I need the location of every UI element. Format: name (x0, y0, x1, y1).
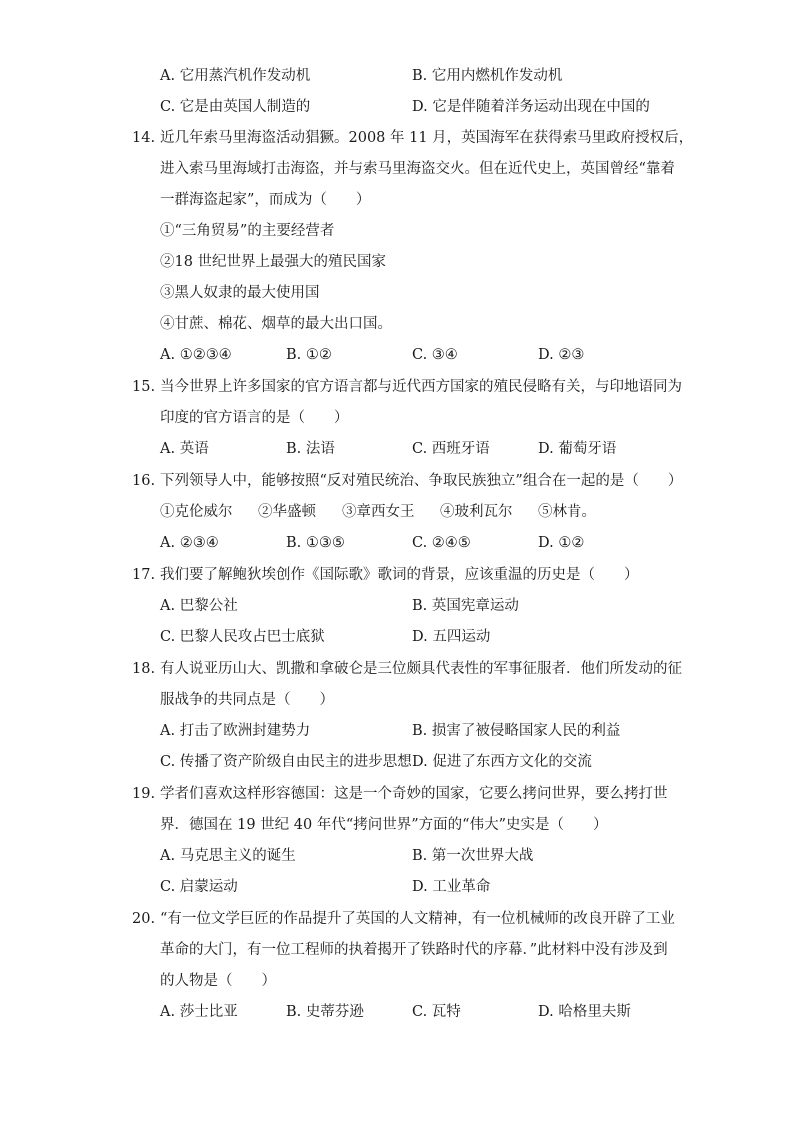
option-b: B. 史蒂芬逊 (286, 1004, 364, 1020)
option-a: A. 它用蒸汽机作发动机 (160, 68, 311, 84)
option-d: D. 葡萄牙语 (538, 441, 617, 457)
question-number: 17. (132, 567, 156, 583)
option-c: C. ③④ (412, 347, 458, 363)
option-c: C. ②④⑤ (412, 535, 471, 551)
option-c: C. 传播了资产阶级自由民主的进步思想 (160, 754, 412, 770)
question-number: 14. (132, 130, 156, 146)
question-stem-line: “有一位文学巨匠的作品提升了英国的人文精神，有一位机械师的改良开辟了工业 (160, 911, 675, 927)
option-c: C. 瓦特 (412, 1004, 461, 1020)
option-b: B. 法语 (286, 441, 335, 457)
option-b: B. 损害了被侵略国家人民的利益 (412, 723, 621, 739)
option-b: B. 它用内燃机作发动机 (412, 68, 563, 84)
question-stem-line: 近几年索马里海盗活动猖獗。2008 年 11 月，英国海军在获得索马里政府授权后， (160, 130, 694, 146)
option-b: B. ①③⑤ (286, 535, 345, 551)
question-number: 18. (132, 661, 156, 677)
question-stem-line: 进入索马里海域打击海盗，并与索马里海盗交火。但在近代史上，英国曾经“靠着 (160, 161, 675, 177)
option-a: A. 巴黎公社 (160, 598, 238, 614)
option-d: D. 五四运动 (412, 629, 491, 645)
statement-item: ③黑人奴隶的最大使用国 (160, 285, 320, 301)
option-c: C. 巴黎人民攻占巴士底狱 (160, 629, 325, 645)
option-a: A. 莎士比亚 (160, 1004, 238, 1020)
option-b: B. 英国宪章运动 (412, 598, 519, 614)
question-stem-line: 一群海盗起家”，而成为（ ） (160, 192, 371, 208)
question-number: 16. (132, 473, 156, 489)
question-stem-line: 学者们喜欢这样形容德国：这是一个奇妙的国家，它要么拷问世界，要么拷打世 (160, 786, 668, 802)
question-number: 19. (132, 786, 156, 802)
option-a: A. 英语 (160, 441, 209, 457)
statement-item: ①“三角贸易”的主要经营者 (160, 223, 335, 239)
statement-item: ②18 世纪世界上最强大的殖民国家 (160, 254, 387, 270)
question-stem-line: 当今世界上许多国家的官方语言都与近代西方国家的殖民侵略有关，与印地语同为 (160, 379, 682, 395)
statement-item: ⑤林肯。 (538, 504, 596, 520)
question-stem-line: 有人说亚历山大、凯撒和拿破仑是三位颇具代表性的军事征服者．他们所发动的征 (160, 661, 682, 677)
option-d: D. ①② (538, 535, 585, 551)
option-c: C. 启蒙运动 (160, 879, 238, 895)
statement-item: ③章西女王 (342, 504, 415, 520)
option-a: A. 马克思主义的诞生 (160, 848, 296, 864)
option-b: B. 第一次世界大战 (412, 848, 534, 864)
question-number: 15. (132, 379, 156, 395)
question-stem-line: 服战争的共同点是（ ） (160, 692, 334, 708)
statement-item: ④玻利瓦尔 (440, 504, 513, 520)
option-c: C. 它是由英国人制造的 (160, 99, 311, 115)
option-c: C. 西班牙语 (412, 441, 490, 457)
option-d: D. ②③ (538, 347, 585, 363)
option-a: A. 打击了欧洲封建势力 (160, 723, 311, 739)
question-stem-line: 革命的大门，有一位工程师的执着揭开了铁路时代的序幕．”此材料中没有涉及到 (160, 942, 668, 958)
option-d: D. 促进了东西方文化的交流 (412, 754, 592, 770)
option-d: D. 工业革命 (412, 879, 491, 895)
option-d: D. 它是伴随着洋务运动出现在中国的 (412, 99, 650, 115)
question-stem-line: 印度的官方语言的是（ ） (160, 410, 349, 426)
statement-item: ②华盛顿 (258, 504, 316, 520)
option-a: A. ①②③④ (160, 347, 232, 363)
option-d: D. 哈格里夫斯 (538, 1004, 631, 1020)
option-a: A. ②③④ (160, 535, 219, 551)
statement-item: ④甘蔗、棉花、烟草的最大出口国。 (160, 316, 392, 332)
question-number: 20. (132, 911, 156, 927)
question-stem-line: 的人物是（ ） (160, 973, 276, 989)
statement-item: ①克伦威尔 (160, 504, 233, 520)
option-b: B. ①② (286, 347, 332, 363)
question-stem-line: 下列领导人中，能够按照“反对殖民统治、争取民族独立”组合在一起的是（ ） (160, 473, 683, 489)
question-stem-line: 界．德国在 19 世纪 40 年代“拷问世界”方面的“伟大”史实是（ ） (160, 817, 608, 833)
question-stem-line: 我们要了解鲍狄埃创作《国际歌》歌词的背景，应该重温的历史是（ ） (160, 567, 639, 583)
